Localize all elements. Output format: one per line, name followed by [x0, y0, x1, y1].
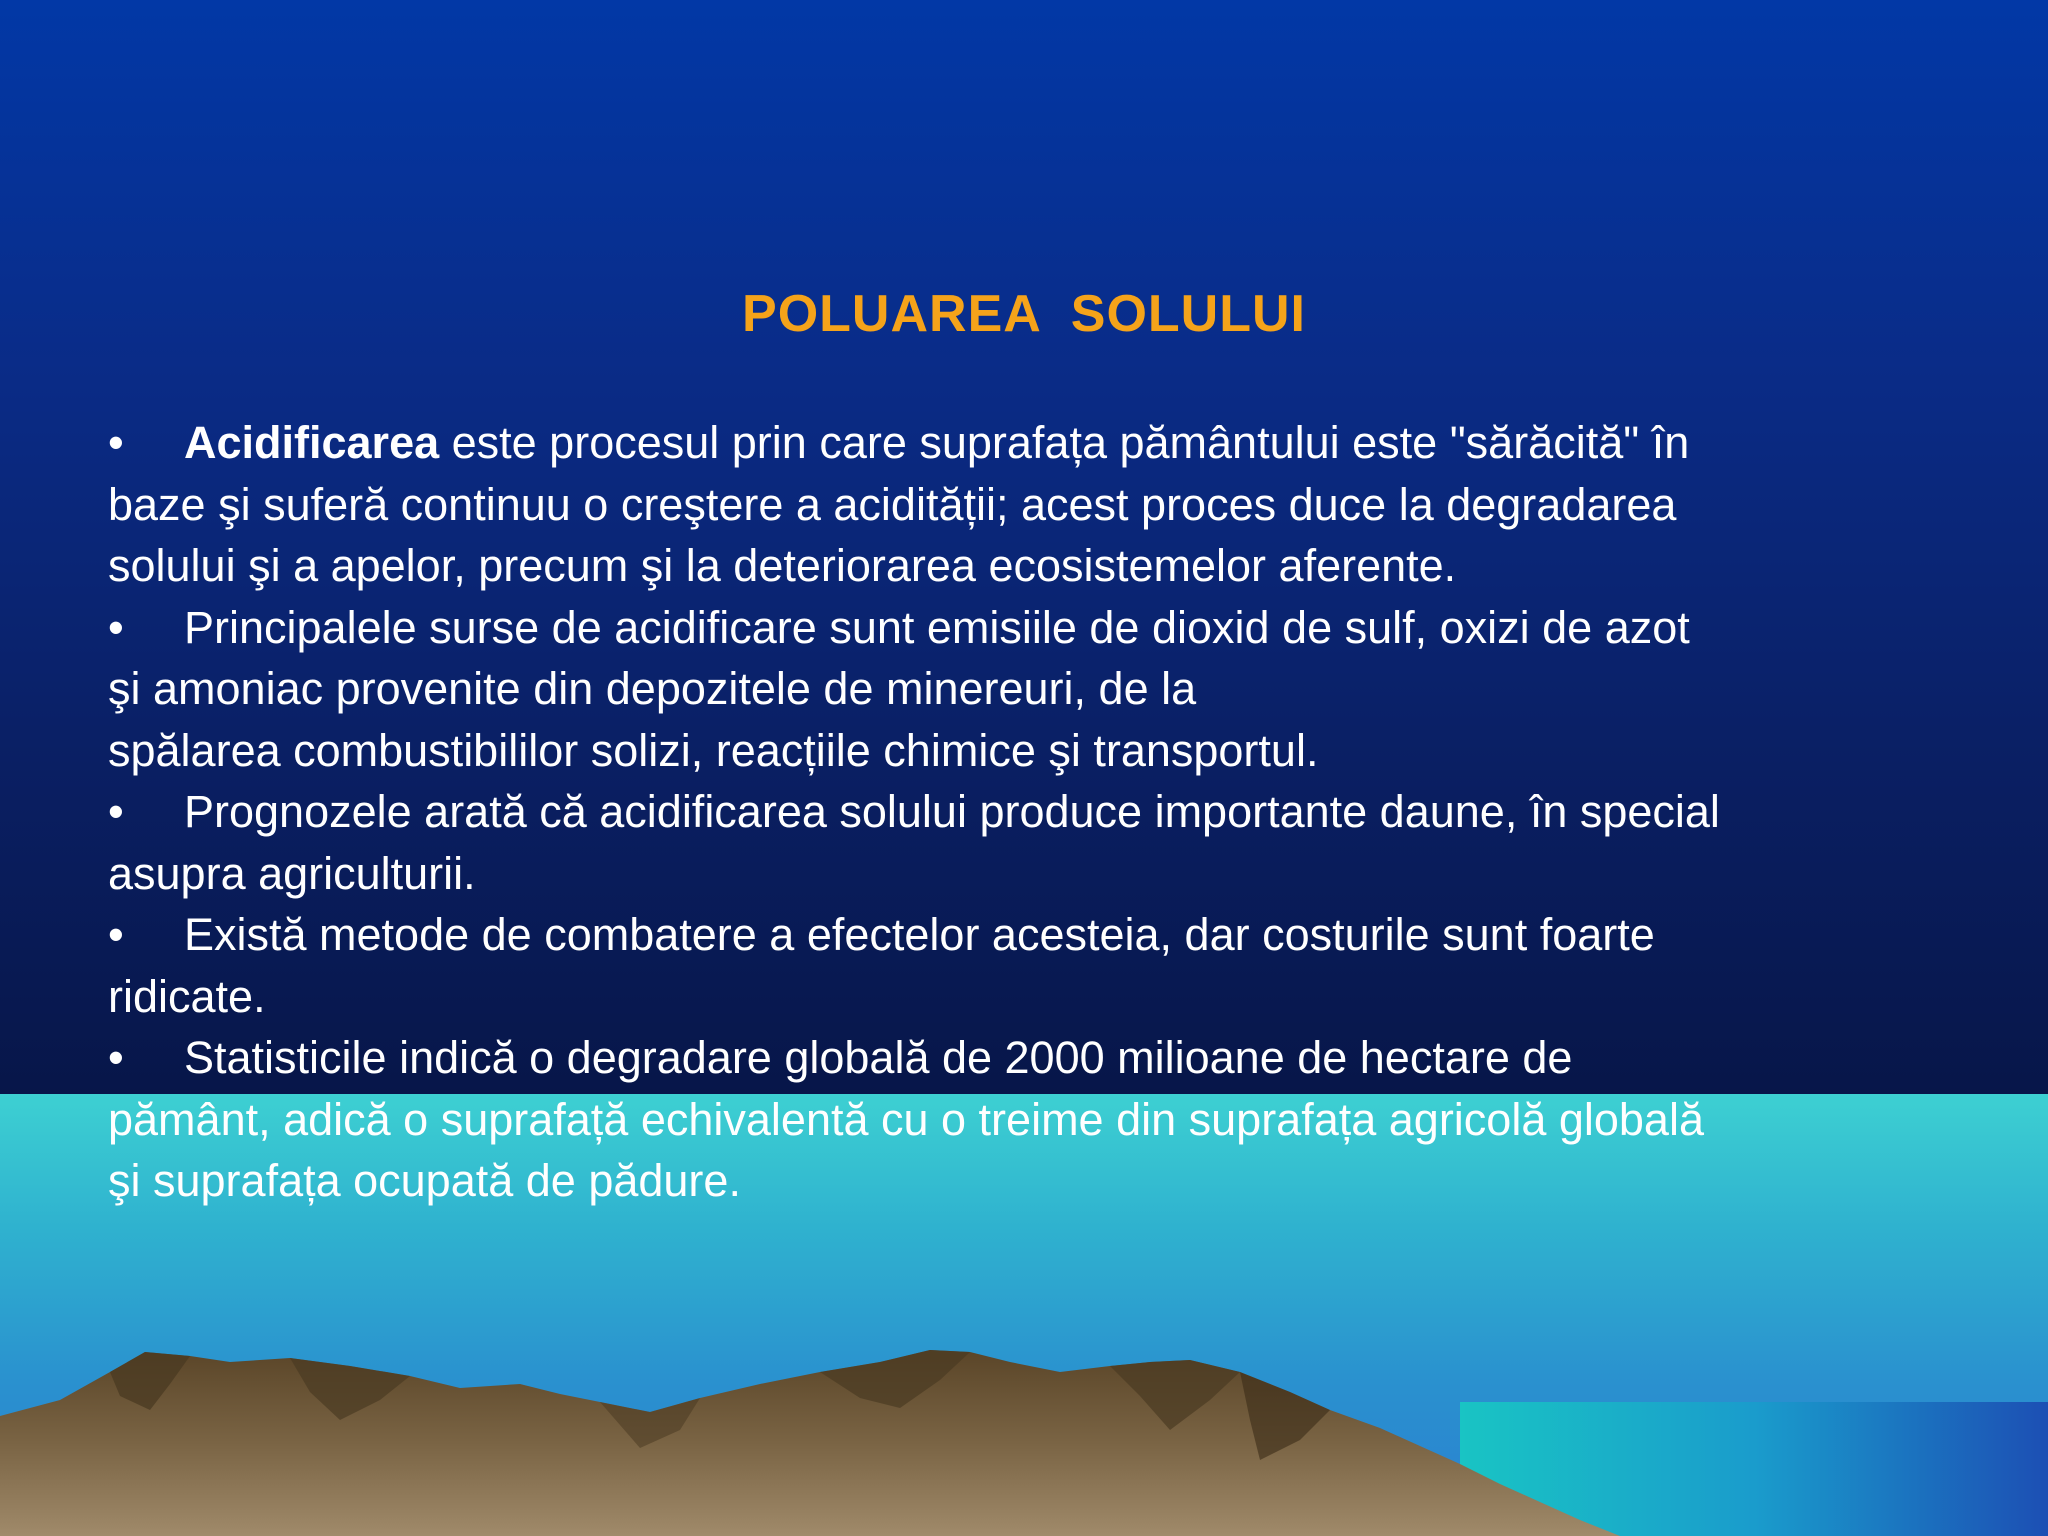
- mountain-range: [0, 1350, 1620, 1536]
- bullet-item: [108, 597, 1948, 782]
- bullet-marker: •: [108, 786, 124, 837]
- bullet-text: Există metode de combatere a efectelor acesteia, dar costurile sunt foarte: [184, 909, 1655, 960]
- bullet-marker: •: [108, 601, 124, 653]
- bullet-text: Principalele surse de acidificare sunt emisiile de dioxid de sulf, oxizi de azot: [184, 601, 1690, 653]
- bullet-item: [108, 904, 1948, 1027]
- bullet-term: Acidificarea: [184, 417, 440, 468]
- slide-title: POLUAREA SOLULUI: [742, 285, 1306, 343]
- bullet-marker: •: [108, 909, 124, 960]
- bullet-text: ridicate.: [108, 970, 266, 1022]
- bullet-marker: •: [108, 417, 124, 468]
- bullet-text: pământ, adică o suprafață echivalentă cu o treime din suprafața agricolă globală: [108, 1093, 1704, 1145]
- bullet-marker: •: [108, 1032, 124, 1083]
- bullet-text: spălarea combustibililor solizi, reacțiile chimice şi transportul.: [108, 724, 1319, 776]
- bullet-text: şi suprafața ocupată de pădure.: [108, 1155, 741, 1206]
- bullet-text: Prognozele arată că acidificarea solului produce importante daune, în special: [184, 786, 1720, 837]
- bullet-text: solului şi a apelor, precum şi la deteriorarea ecosistemelor aferente.: [108, 540, 1457, 591]
- bullet-text: asupra agriculturii.: [108, 847, 476, 899]
- bullet-item: [108, 1027, 1948, 1212]
- bullet-text: şi amoniac provenite din depozitele de minereuri, de la: [108, 663, 1197, 714]
- bullet-text: Statisticile indică o degradare globală de 2000 milioane de hectare de: [184, 1032, 1573, 1083]
- slide-body: [108, 412, 1948, 1212]
- bullet-text: este procesul prin care suprafața pământului este "sărăcită" în: [439, 417, 1690, 468]
- bullet-item: [108, 781, 1948, 904]
- bullet-text: baze şi suferă continuu o creştere a acidității; acest proces duce la degradarea: [108, 478, 1677, 530]
- bullet-item: [108, 412, 1948, 597]
